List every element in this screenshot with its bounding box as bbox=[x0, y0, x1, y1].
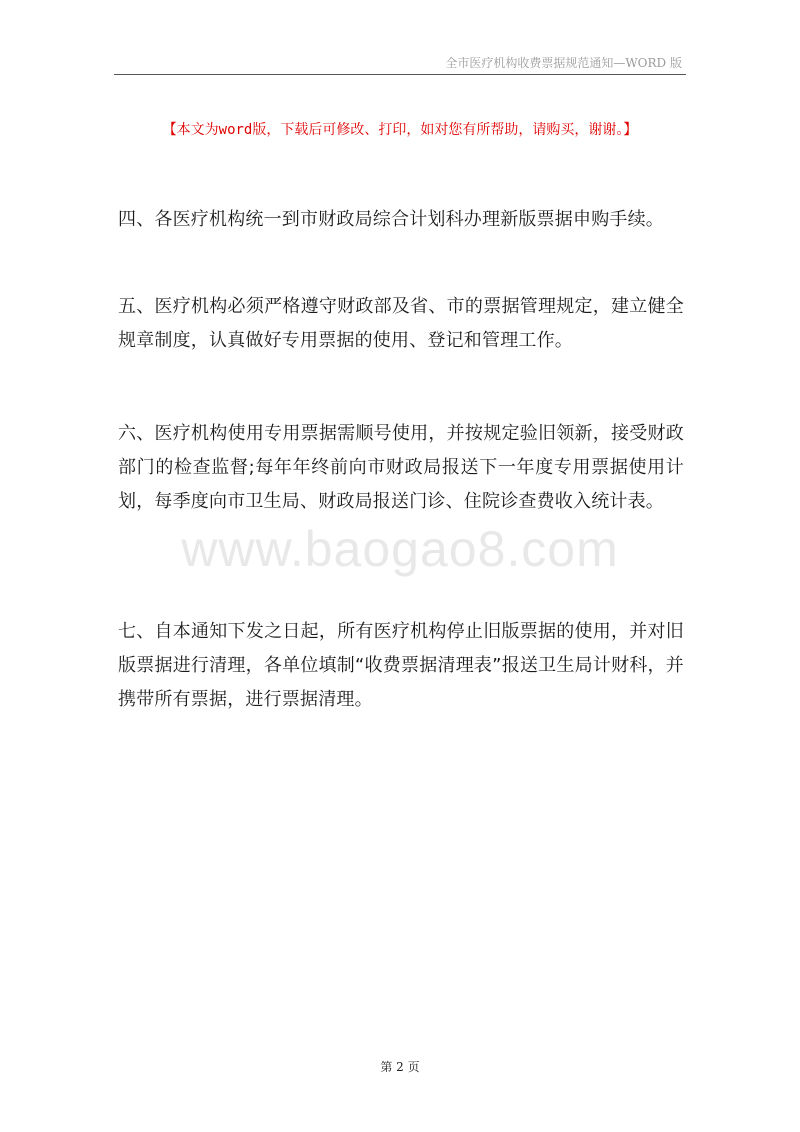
paragraph-item-5: 五、医疗机构必须严格遵守财政部及省、市的票据管理规定，建立健全规章制度，认真做好专用票据的使用、登记和管理工作。 bbox=[118, 296, 684, 351]
paragraph-item-4: 四、各医疗机构统一到市财政局综合计划科办理新版票据申购手续。 bbox=[118, 209, 664, 230]
document-header-title: 全市医疗机构收费票据规范通知—WORD 版 bbox=[445, 56, 682, 70]
watermark: www.baogao8.com bbox=[181, 521, 619, 577]
download-notice: 【本文为word版，下载后可修改、打印，如对您有所帮助，请购买，谢谢。】 bbox=[162, 122, 638, 138]
page-number: 第 2 页 bbox=[380, 1060, 420, 1074]
paragraph-item-6: 六、医疗机构使用专用票据需顺号使用，并按规定验旧领新，接受财政部门的检查监督;每年年终前向市财政局报送下一年度专用票据使用计划，每季度向市卫生局、财政局报送门诊、住院诊查费收入统计表。 bbox=[118, 423, 684, 512]
header-divider bbox=[114, 74, 686, 75]
paragraph-item-7: 七、自本通知下发之日起，所有医疗机构停止旧版票据的使用，并对旧版票据进行清理，各单位填制“收费票据清理表”报送卫生局计财科，并携带所有票据，进行票据清理。 bbox=[118, 621, 684, 710]
